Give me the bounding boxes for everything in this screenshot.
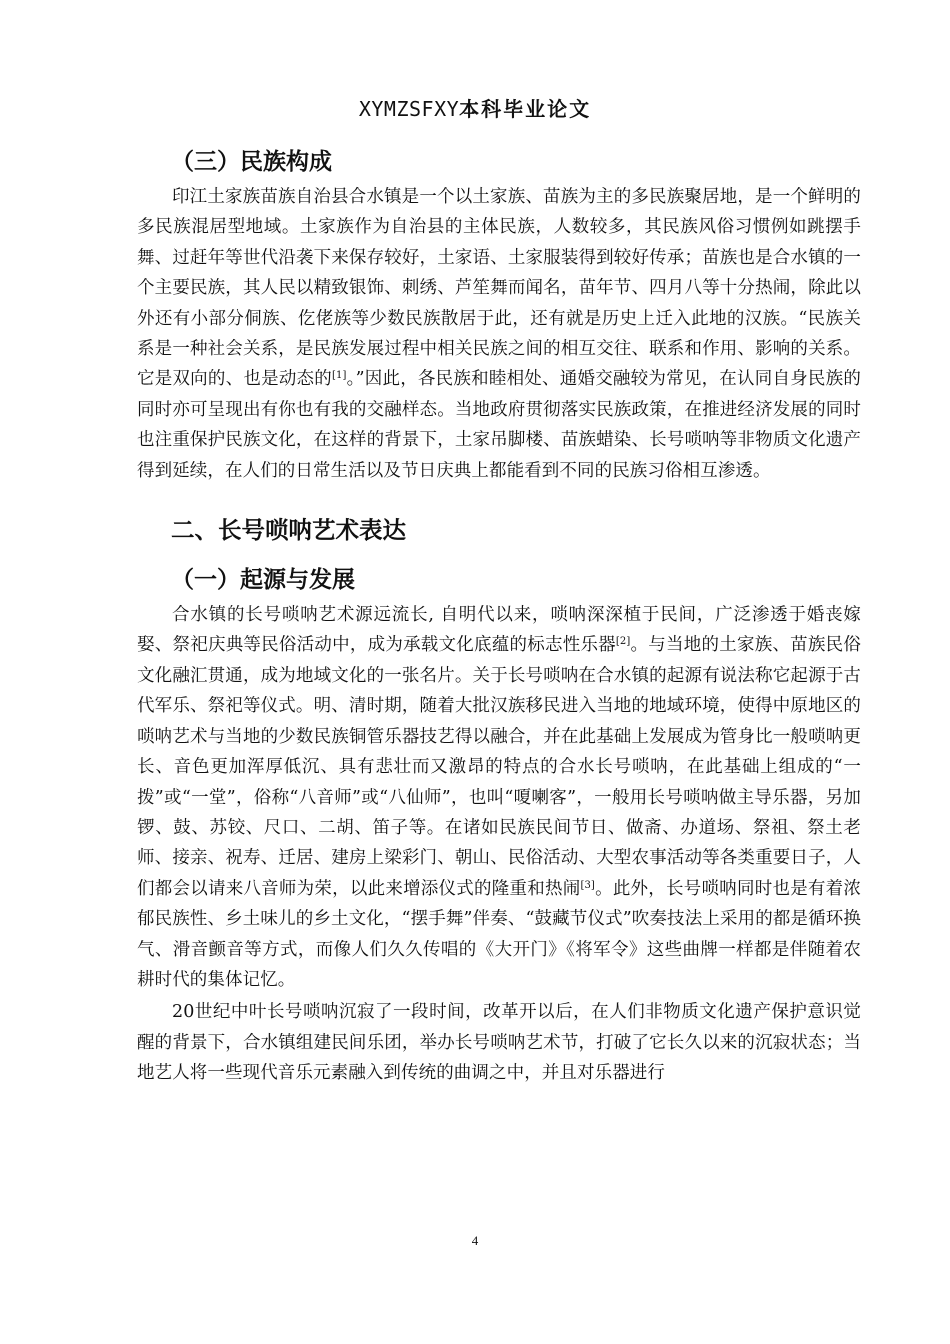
section-heading-ethnic-composition: （三）民族构成: [171, 149, 332, 175]
header-code: XYMZSFXY: [358, 97, 460, 121]
text-run: 。此外，长号唢呐同时也是有着浓郁民族性、乡土味儿的乡土文化，“摆手舞”伴奏、“鼓藏节仪式”吹奏技法上采用的都是循环换气、滑音颤音等方式，而像人们久久传唱的《大开门》《将军令》这些曲牌一样都是伴随着农耕时代的集体记忆。: [137, 878, 862, 990]
text-run: 合水镇的长号唢呐艺术源远流长, 自明代以来，唢呐深深植于民间，广泛渗透于婚丧嫁娶、祭祀庆典等民俗活动中，成为承载文化底蕴的标志性乐器: [137, 605, 861, 656]
citation-ref-1: [1]: [332, 370, 347, 382]
text-run: 。与当地的土家族、苗族民俗文化融汇贯通，成为地域文化的一张名片。关于长号唢呐在合水镇的起源有说法称它起源于古代军乐、祭祀等仪式。明、清时期，随着大批汉族移民进入当地的地域环境，使得中原地区的唢呐艺术与当地的少数民族铜管乐器技艺得以融合，并在此基础上发展成为管身比一般唢呐更长、音色更加浑厚低沉、具有悲壮而又激昂的特点的合水长号唢呐，在此基础上组成的“一拨”或“一堂”，俗称“八音师”或“八仙师”，也叫“嗄喇客”，一般用长号唢呐做主导乐器，另加锣、鼓、苏铰、尺口、二胡、笛子等。在诸如民族民间节日、做斋、办道场、祭祖、祭土老师、接亲、祝寿、迁居、建房上梁彩门、朝山、民俗活动、大型农事活动等各类重要日子，人们都会以请来八音师为荣，以此来增添仪式的隆重和热闹: [137, 635, 861, 899]
paragraph-origin-2: 20世纪中叶长号唢呐沉寂了一段时间，改革开以后，在人们非物质文化遗产保护意识觉醒的背景下，合水镇组建民间乐团，举办长号唢呐艺术节，打破了它长久以来的沉寂状态；当地艺人将一些现代音乐元素融入到传统的曲调之中，并且对乐器进行: [137, 1002, 861, 1084]
paragraph-origin-1: [137, 600, 861, 995]
citation-ref-2: [2]: [615, 636, 631, 648]
page-body: [137, 146, 861, 1089]
citation-ref-3: [3]: [580, 879, 595, 891]
text-run: 。”因此，各民族和睦相处、通婚交融较为常见，在认同自身民族的同时亦可呈现出有你也有我的交融样态。当地政府贯彻落实民族政策，在推进经济发展的同时也注重保护民族文化，在这样的背景下，土家吊脚楼、苗族蜡染、长号唢呐等非物质文化遗产得到延续，在人们的日常生活以及节日庆典上都能看到不同的民族习俗相互渗透。: [137, 369, 861, 481]
text-run: 印江土家族苗族自治县合水镇是一个以土家族、苗族为主的多民族聚居地，是一个鲜明的多民族混居型地域。土家族作为自治县的主体民族，人数较多，其民族风俗习惯例如跳摆手舞、过赶年等世代沿袭下来保存较好，土家语、土家服装得到较好传承；苗族也是合水镇的一个主要民族，其人民以精致银饰、刺绣、芦笙舞而闻名，苗年节、四月八等十分热闹，除此以外还有小部分侗族、仡佬族等少数民族散居于此，还有就是历史上迁入此地的汉族。“民族关系是一种社会关系，是民族发展过程中相关民族之间的相互交往、联系和作用、影响的关系。它是双向的、也是动态的: [137, 187, 861, 390]
paragraph-ethnic-composition: [137, 182, 861, 486]
section-heading-origin-development: （一）起源与发展: [171, 567, 355, 594]
page-number: 4: [471, 1233, 479, 1248]
running-header: [0, 96, 950, 122]
header-title: 本科毕业论文: [459, 97, 592, 121]
chapter-heading-suona-art: 二、长号唢呐艺术表达: [171, 516, 406, 545]
